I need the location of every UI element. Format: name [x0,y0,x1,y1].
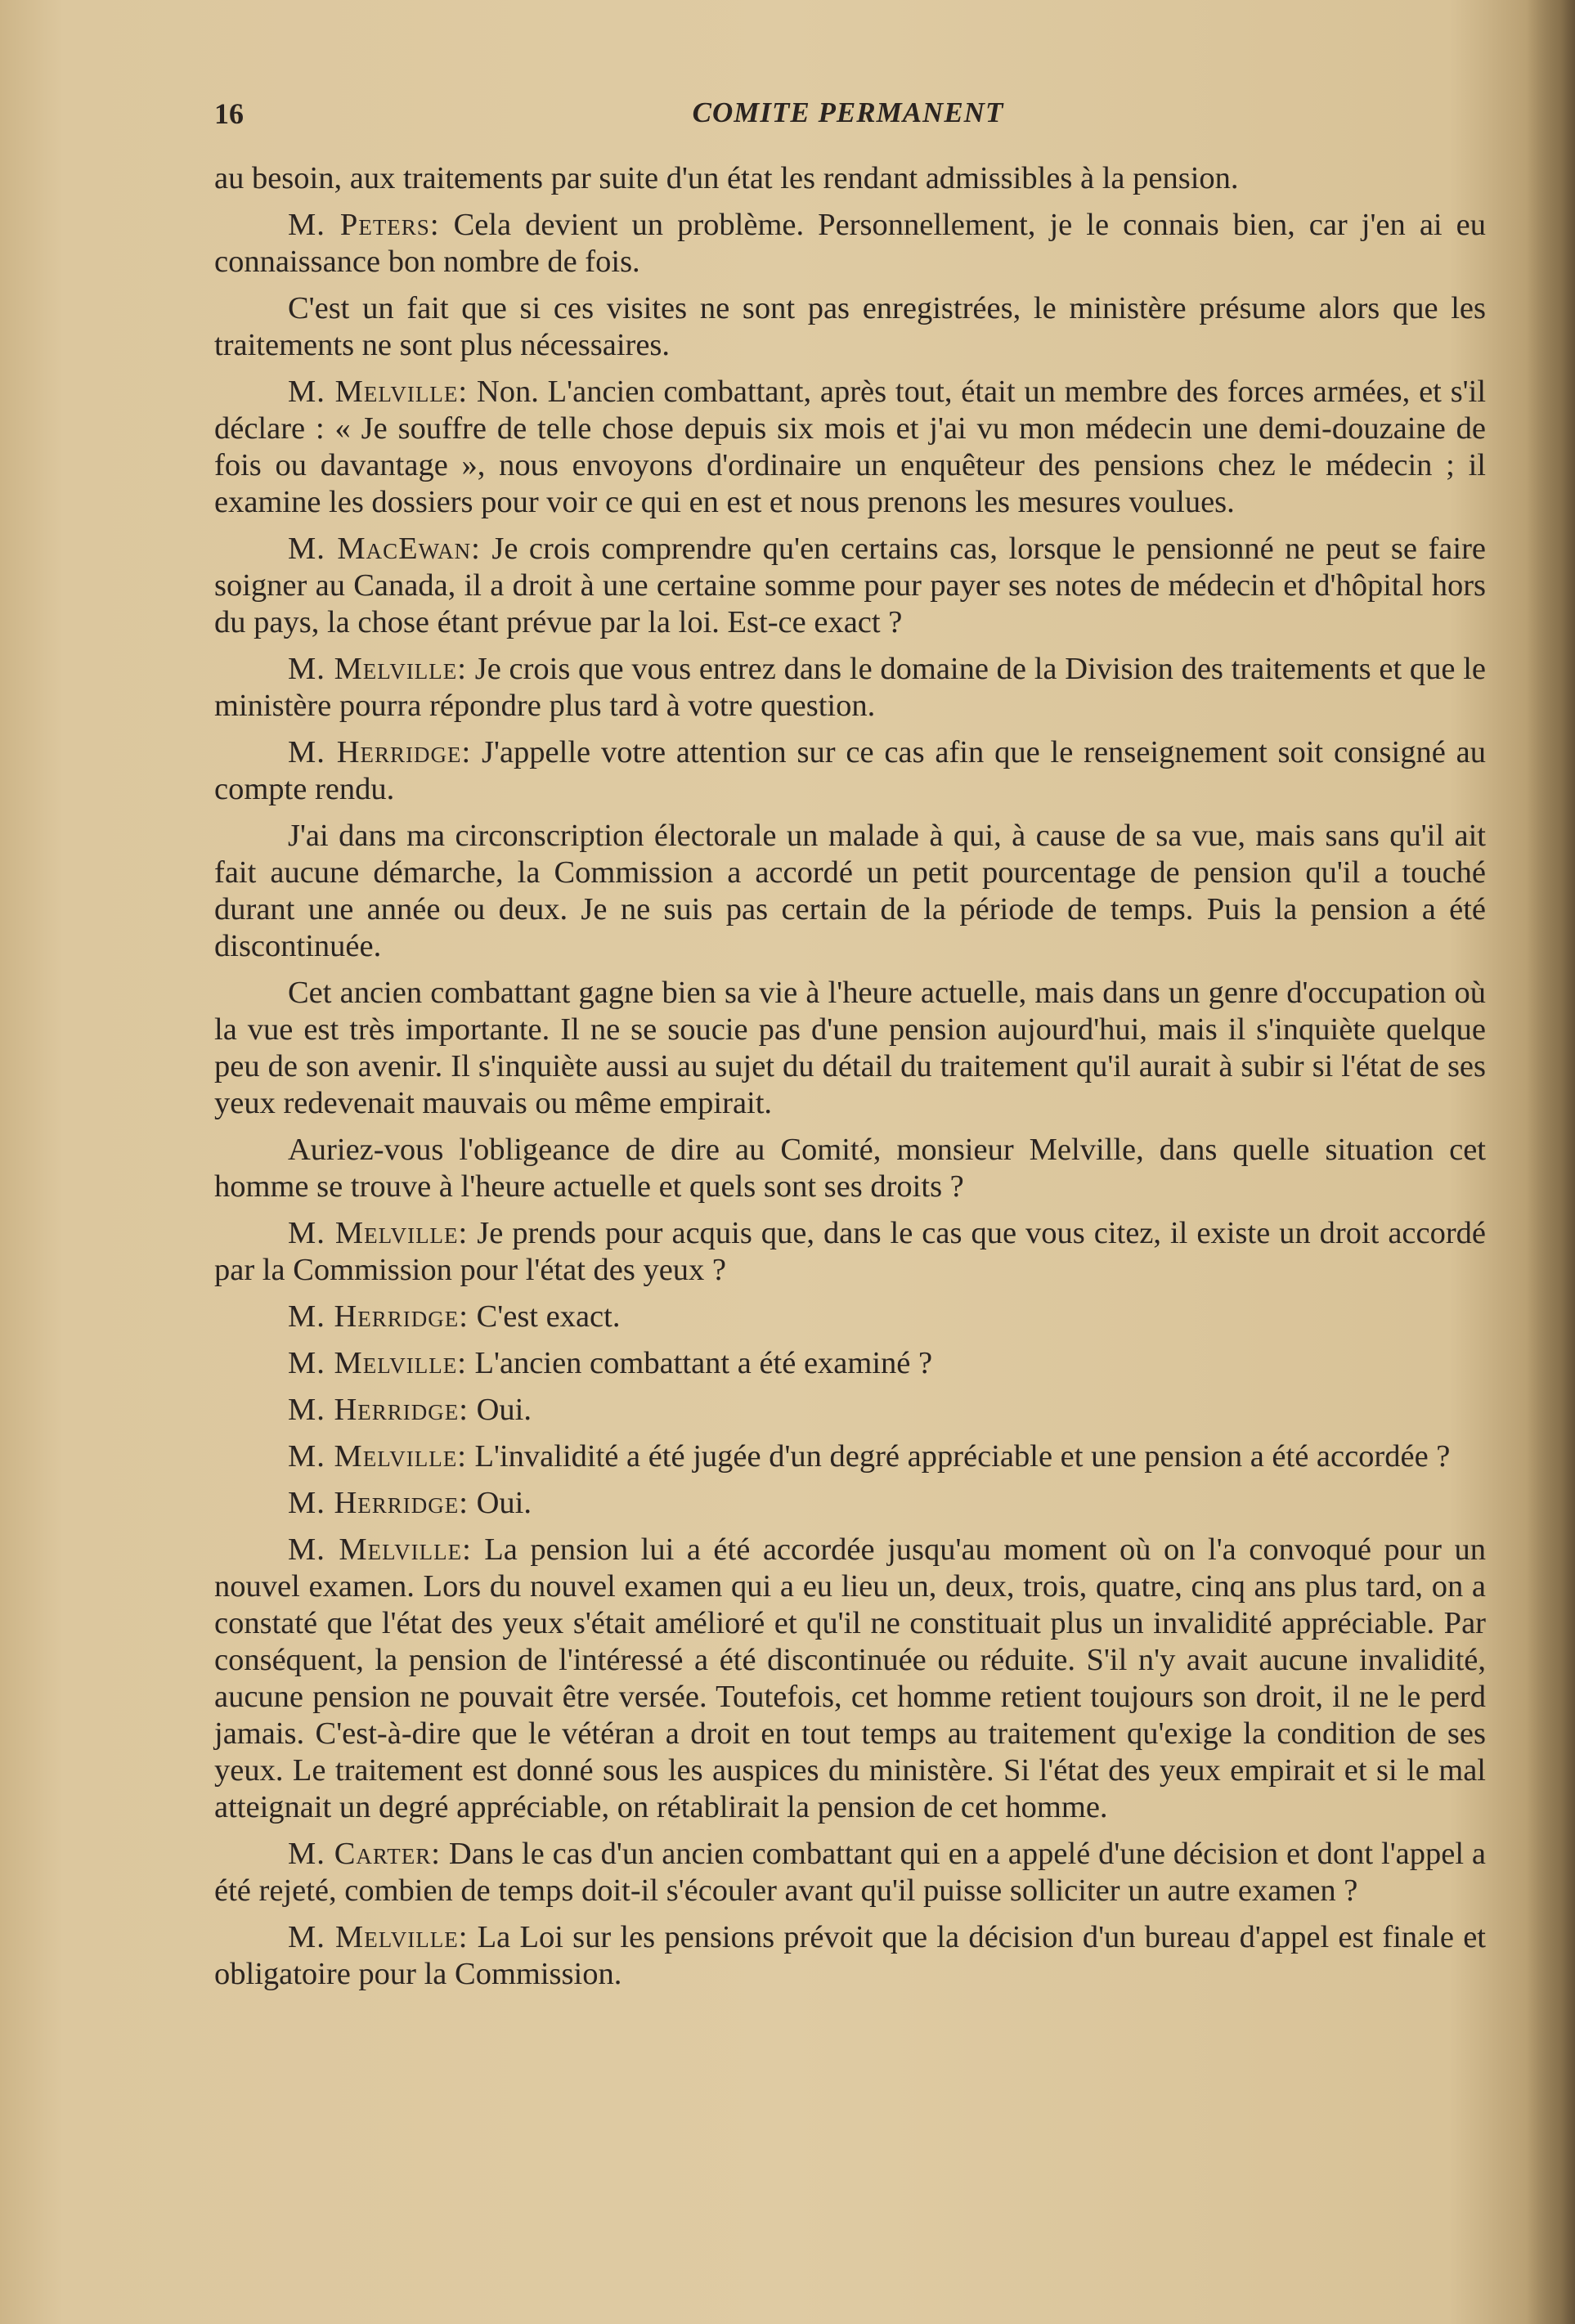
paragraph-text: Non. L'ancien combattant, après tout, était un membre des forces armées, et s'il déclare : « Je souffre de telle chose depuis six mois et j'ai vu mon médecin une demi-douzaine de fois ou davantage », nous envoyons d'ordinaire un enquêteur des pensions chez le médecin ; il examine les dossiers pour voir ce qui en est et nous prenons les mesures voulues. [214,375,1487,519]
paragraph-text: Cela devient un problème. Personnellement, je le connais bien, car j'en ai eu connaissance bon nombre de fois. [214,208,1486,279]
paragraph [214,734,1486,808]
paragraph [214,1919,1486,1993]
speaker-name: M. Melville: [288,1532,472,1567]
paragraph-text: Auriez-vous l'obligeance de dire au Comité, monsieur Melville, dans quelle situation cet homme se trouve à l'heure actuelle et quels sont ses droits ? [214,1133,1486,1204]
speaker-name: M. Herridge: [288,735,472,769]
speaker-name: M. Melville: [288,1439,467,1474]
paragraph [214,374,1486,521]
paragraph-text: L'ancien combattant a été examiné ? [466,1346,933,1380]
paragraph [214,160,1486,197]
paragraph-text: L'invalidité a été jugée d'un degré appréciable et une pension a été accordée ? [466,1439,1451,1474]
paragraph-text: Dans le cas d'un ancien combattant qui en a appelé d'une décision et dont l'appel a été rejeté, combien de temps doit-il s'écouler avant qu'il puisse solliciter un autre examen ? [214,1837,1486,1908]
speaker-name: M. Herridge: [288,1486,469,1520]
paragraph-text: au besoin, aux traitements par suite d'un état les rendant admissibles à la pension. [214,161,1239,195]
paragraph [214,1215,1486,1289]
paragraph [214,1438,1486,1475]
speaker-name: M. Melville: [288,652,467,686]
page-binding-edge [1526,0,1575,2324]
running-title: COMITE PERMANENT [692,96,1004,128]
page-header [214,96,1482,137]
speaker-name: M. Peters: [288,208,440,242]
paragraph-text: Je crois que vous entrez dans le domaine de la Division des traitements et que le ministère pourra répondre plus tard à votre question. [214,652,1486,723]
speaker-name: M. Melville: [288,1216,469,1250]
paragraph-text: Je crois comprendre qu'en certains cas, lorsque le pensionné ne peut se faire soigner au Canada, il a droit à une certaine somme pour payer ses notes de médecin et d'hôpital hors du pays, la chose étant prévue par la loi. Est-ce exact ? [214,532,1486,639]
paragraph [214,531,1486,641]
speaker-name: M. Carter: [288,1837,442,1871]
paragraph-text: Je prends pour acquis que, dans le cas que vous citez, il existe un droit accordé par la Commission pour l'état des yeux ? [214,1216,1486,1287]
paragraph-text: Cet ancien combattant gagne bien sa vie à l'heure actuelle, mais dans un genre d'occupation où la vue est très importante. Il ne se soucie pas d'une pension aujourd'hui, mais il s'inquiète quelque peu de son avenir. Il s'inquiète aussi au sujet du détail du traitement qu'il aurait à subir si l'état de ses yeux redevenait mauvais ou même empirait. [214,976,1486,1120]
paragraph [214,1836,1486,1909]
paragraph-text: La pension lui a été accordée jusqu'au moment où on l'a convoqué pour un nouvel examen. Lors du nouvel examen qui a eu lieu un, deux, trois, quatre, cinq ans plus tard, on a constaté que l'état des yeux s'était amélioré et qu'il ne constituait plus un invalidité appréciable. Par conséquent, la pension de l'intéressé a été discontinuée ou réduite. S'il n'y avait aucune invalidité, aucune pension ne pouvait être versée. Toutefois, cet homme retient toujours son droit, il ne le perd jamais. C'est-à-dire que le vétéran a droit en tout temps au traitement qu'exige la condition de ses yeux. Le traitement est donné sous les auspices du ministère. Si l'état des yeux empirait et si le mal atteignait un degré appréciable, on rétablirait la pension de cet homme. [214,1532,1487,1824]
page-number: 16 [214,97,244,130]
speaker-name: M. Herridge: [288,1299,469,1334]
paragraph [214,975,1486,1122]
speaker-name: M. Melville: [288,1920,469,1954]
paragraph-text: C'est exact. [468,1299,621,1334]
paragraph [214,290,1486,364]
speaker-name: M. Melville: [288,375,469,409]
paragraph-text: La Loi sur les pensions prévoit que la décision d'un bureau d'appel est finale et obligatoire pour la Commission. [214,1920,1486,1991]
paragraph-text: J'appelle votre attention sur ce cas afin que le renseignement soit consigné au compte rendu. [214,735,1486,806]
paragraph-text: Oui. [468,1486,532,1520]
paragraph [214,818,1486,965]
paragraph [214,1532,1486,1826]
paragraph-text: Oui. [468,1393,532,1427]
paragraph [214,1345,1486,1382]
paragraph [214,1392,1486,1429]
speaker-name: M. Herridge: [288,1393,469,1427]
paragraph-text: C'est un fait que si ces visites ne sont pas enregistrées, le ministère présume alors que les traitements ne sont plus nécessaires. [214,291,1486,362]
paragraph [214,651,1486,725]
paragraph [214,1299,1486,1335]
transcript-body [214,160,1486,2003]
paragraph [214,1485,1486,1522]
speaker-name: M. MacEwan: [288,532,481,566]
paragraph-text: J'ai dans ma circonscription électorale un malade à qui, à cause de sa vue, mais sans qu'il ait fait aucune démarche, la Commission a accordé un petit pourcentage de pension qu'il a touché durant une année ou deux. Je ne suis pas certain de la période de temps. Puis la pension a été discontinuée. [214,819,1486,963]
speaker-name: M. Melville: [288,1346,467,1380]
paragraph [214,1132,1486,1205]
paragraph [214,207,1486,280]
